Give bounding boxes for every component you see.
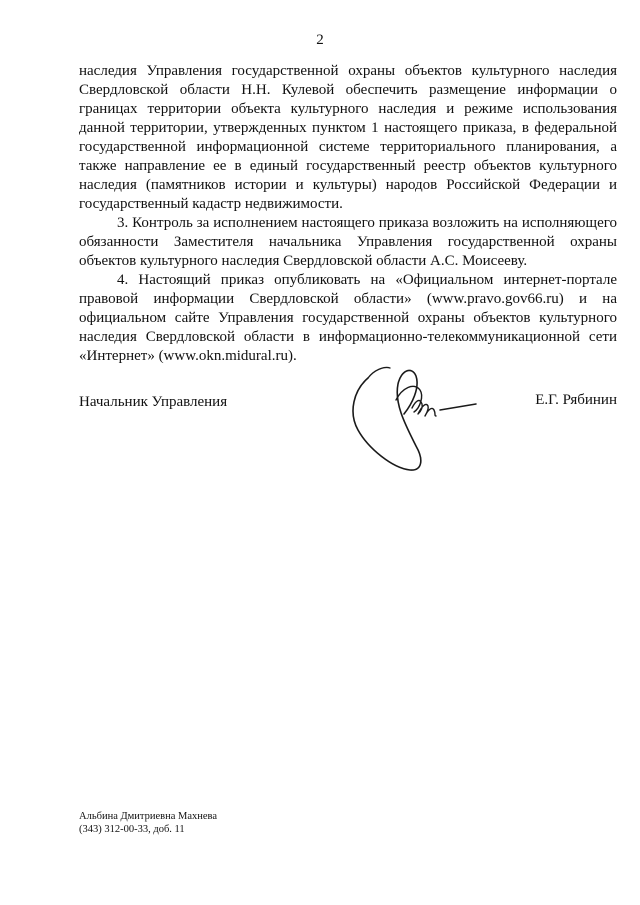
page-number: 2 bbox=[316, 32, 324, 48]
paragraph-continued: наследия Управления государственной охраны объектов культурного наследия Свердловской области Н.Н. Кулевой обеспечить размещение информации о границах территории объекта культурного наследия и режиме использования данной территории, утвержденных пунктом 1 настоящего приказа, в федеральной государственной информационной системе территориального планирования, а также направление ее в единый государственный реестр объектов культурного наследия (памятников истории и культуры) народов Российской Федерации и государственный кадастр недвижимости. bbox=[79, 63, 617, 212]
contact-info bbox=[79, 810, 217, 836]
paragraph-4: 4. Настоящий приказ опубликовать на «Официальном интернет-портале правовой информации Свердловской области» (www.pravo.gov66.ru) и на официальном сайте Управления государственной охраны объектов культурного наследия Свердловской области в информационно-телекоммуникационной сети «Интернет» (www.okn.midural.ru). bbox=[79, 272, 617, 364]
handwritten-signature-icon bbox=[340, 360, 500, 480]
signatory-name: Е.Г. Рябинин bbox=[535, 392, 617, 408]
contact-phone: (343) 312-00-33, доб. 11 bbox=[79, 824, 185, 835]
signatory-title: Начальник Управления bbox=[79, 394, 228, 410]
document-body bbox=[79, 62, 617, 366]
paragraph-3: 3. Контроль за исполнением настоящего приказа возложить на исполняющего обязанности Заместителя начальника Управления государственной охраны объектов культурного наследия Свердловской области А.С. Моисееву. bbox=[79, 215, 617, 269]
contact-person: Альбина Дмитриевна Махнева bbox=[79, 811, 218, 822]
